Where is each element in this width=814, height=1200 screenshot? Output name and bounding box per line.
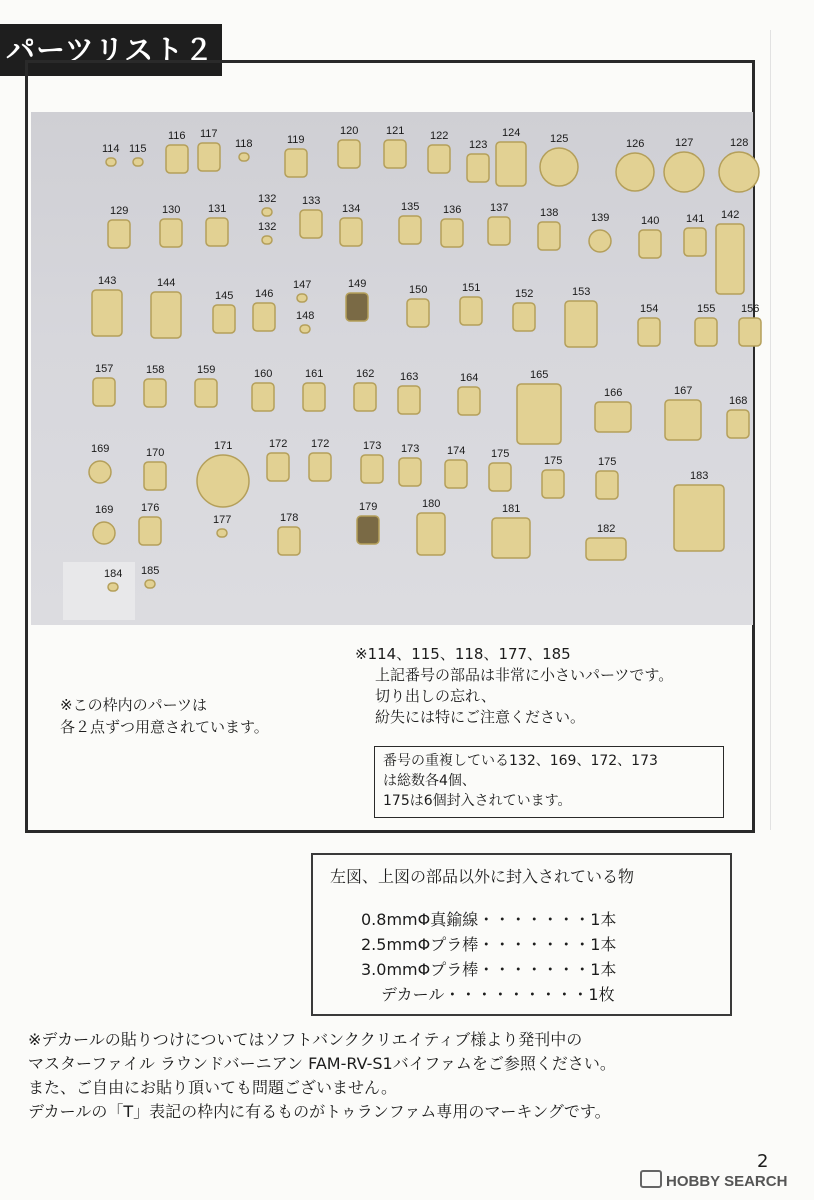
part-134 — [340, 218, 362, 246]
part-177 — [217, 529, 227, 537]
part-number-label: 126 — [626, 138, 645, 150]
part-number-label: 178 — [280, 512, 299, 524]
part-173 — [399, 458, 421, 486]
part-155 — [695, 318, 717, 346]
part-118 — [239, 153, 249, 161]
part-128 — [719, 152, 759, 192]
part-number-label: 119 — [287, 134, 305, 146]
part-169 — [93, 522, 115, 544]
part-number-label: 169 — [95, 504, 114, 516]
part-161 — [303, 383, 325, 411]
part-132 — [262, 208, 272, 216]
item-qty: 1本 — [590, 960, 617, 979]
part-number-label: 138 — [540, 207, 559, 219]
part-146 — [253, 303, 275, 331]
small-note-line1: ※この枠内のパーツは — [60, 696, 207, 714]
part-number-label: 155 — [697, 303, 716, 315]
part-number-label: 157 — [95, 363, 114, 375]
part-number-label: 124 — [502, 127, 521, 139]
duplicate-numbers-box — [374, 746, 724, 818]
part-185 — [145, 580, 155, 588]
part-number-label: 120 — [340, 125, 359, 137]
part-number-label: 132 — [258, 193, 277, 205]
part-175 — [542, 470, 564, 498]
part-159 — [195, 379, 217, 407]
part-162 — [354, 383, 376, 411]
included-item — [361, 957, 681, 980]
item-dots: ・・・・・・・ — [478, 935, 591, 954]
included-item — [381, 982, 701, 1005]
item-qty: 1本 — [590, 935, 617, 954]
part-number-label: 180 — [422, 498, 441, 510]
watermark — [640, 1170, 787, 1190]
part-number-label: 144 — [157, 277, 176, 289]
part-number-label: 166 — [604, 387, 623, 399]
tiny-parts-note — [355, 644, 673, 728]
part-number-label: 158 — [146, 364, 165, 376]
item-name: 2.5mmΦプラ棒 — [361, 935, 479, 954]
part-149 — [346, 293, 368, 321]
item-qty: 1枚 — [588, 985, 615, 1004]
part-number-label: 148 — [296, 310, 315, 322]
page-title: パーツリスト２ — [0, 24, 222, 76]
part-number-label: 170 — [146, 447, 165, 459]
part-126 — [616, 153, 654, 191]
part-143 — [92, 290, 122, 336]
part-176 — [139, 517, 161, 545]
part-number-label: 172 — [269, 438, 288, 450]
part-138 — [538, 222, 560, 250]
duplicate-line2: は総数各4個、 — [383, 773, 476, 789]
part-number-label: 130 — [162, 204, 181, 216]
part-number-label: 147 — [293, 279, 312, 291]
part-number-label: 181 — [502, 503, 521, 515]
part-121 — [384, 140, 406, 168]
part-number-label: 173 — [401, 443, 420, 455]
part-173 — [361, 455, 383, 483]
parts-photo-svg — [31, 112, 760, 625]
part-182 — [586, 538, 626, 560]
part-number-label: 175 — [491, 448, 510, 460]
part-160 — [252, 383, 274, 411]
part-157 — [93, 378, 115, 406]
parts-layer — [89, 140, 761, 591]
part-number-label: 136 — [443, 204, 462, 216]
part-144 — [151, 292, 181, 338]
part-number-label: 139 — [591, 212, 610, 224]
part-number-label: 116 — [168, 130, 186, 142]
part-172 — [309, 453, 331, 481]
part-number-label: 132 — [258, 221, 277, 233]
part-number-label: 135 — [401, 201, 420, 213]
part-178 — [278, 527, 300, 555]
part-167 — [665, 400, 701, 440]
part-131 — [206, 218, 228, 246]
part-158 — [144, 379, 166, 407]
part-123 — [467, 154, 489, 182]
part-156 — [739, 318, 761, 346]
part-137 — [488, 217, 510, 245]
included-item — [361, 932, 681, 955]
part-number-label: 156 — [741, 303, 760, 315]
part-150 — [407, 299, 429, 327]
part-number-label: 154 — [640, 303, 659, 315]
parts-photo — [31, 112, 760, 625]
tiny-parts-note-line3: 切り出しの忘れ、 — [375, 687, 496, 705]
part-number-label: 150 — [409, 284, 428, 296]
part-number-label: 137 — [490, 202, 509, 214]
decal-note-line3: また、ご自由にお貼り頂いても問題ございません。 — [28, 1078, 397, 1097]
part-number-label: 117 — [200, 128, 218, 140]
tiny-parts-note-line2: 上記番号の部品は非常に小さいパーツです。 — [375, 666, 674, 684]
duplicate-line3: 175は6個封入されています。 — [383, 793, 572, 809]
part-133 — [300, 210, 322, 238]
part-number-label: 145 — [215, 290, 234, 302]
part-181 — [492, 518, 530, 558]
part-number-label: 153 — [572, 286, 591, 298]
part-number-label: 151 — [462, 282, 481, 294]
part-number-label: 175 — [598, 456, 617, 468]
part-number-label: 122 — [430, 130, 449, 142]
labels-layer — [91, 125, 759, 580]
part-179 — [357, 516, 379, 544]
included-items-title: 左図、上図の部品以外に封入されている物 — [330, 867, 635, 886]
part-168 — [727, 410, 749, 438]
background-bleed — [770, 30, 811, 830]
part-number-label: 142 — [721, 209, 740, 221]
part-166 — [595, 402, 631, 432]
decal-note-line1: ※デカールの貼りつけについてはソフトバンククリエイティブ様より発刊中の — [28, 1030, 583, 1049]
small-note-line2: 各２点ずつ用意されています。 — [60, 718, 269, 736]
part-119 — [285, 149, 307, 177]
part-114 — [106, 158, 116, 166]
part-175 — [489, 463, 511, 491]
small-parts-inset — [63, 562, 135, 620]
part-116 — [166, 145, 188, 173]
watermark-text: HOBBY SEARCH — [666, 1173, 788, 1190]
part-135 — [399, 216, 421, 244]
part-number-label: 185 — [141, 565, 160, 577]
part-number-label: 133 — [302, 195, 321, 207]
included-item — [361, 907, 681, 930]
part-175 — [596, 471, 618, 499]
part-169 — [89, 461, 111, 483]
part-171 — [197, 455, 249, 507]
part-number-label: 184 — [104, 568, 123, 580]
part-number-label: 172 — [311, 438, 330, 450]
decal-note-line4: デカールの「T」表記の枠内に有るものがトゥランファム専用のマーキングです。 — [28, 1102, 611, 1121]
decal-notes — [28, 1028, 808, 1124]
part-number-label: 171 — [214, 440, 233, 452]
item-name: 3.0mmΦプラ棒 — [361, 960, 479, 979]
part-number-label: 176 — [141, 502, 160, 514]
part-number-label: 159 — [197, 364, 216, 376]
part-number-label: 182 — [597, 523, 616, 535]
part-184 — [108, 583, 118, 591]
watermark-logo-icon — [640, 1170, 662, 1188]
part-130 — [160, 219, 182, 247]
part-115 — [133, 158, 143, 166]
part-142 — [716, 224, 744, 294]
part-number-label: 128 — [730, 137, 749, 149]
item-dots: ・・・・・・・・・ — [444, 985, 589, 1004]
item-name: デカール — [381, 985, 445, 1004]
part-number-label: 146 — [255, 288, 274, 300]
part-number-label: 163 — [400, 371, 419, 383]
part-number-label: 169 — [91, 443, 110, 455]
part-174 — [445, 460, 467, 488]
part-number-label: 118 — [235, 138, 253, 150]
part-number-label: 149 — [348, 278, 367, 290]
part-number-label: 179 — [359, 501, 378, 513]
part-number-label: 160 — [254, 368, 273, 380]
part-number-label: 123 — [469, 139, 488, 151]
part-154 — [638, 318, 660, 346]
part-number-label: 152 — [515, 288, 534, 300]
part-151 — [460, 297, 482, 325]
item-qty: 1本 — [590, 910, 617, 929]
part-number-label: 127 — [675, 137, 694, 149]
part-number-label: 161 — [305, 368, 324, 380]
part-165 — [517, 384, 561, 444]
part-136 — [441, 219, 463, 247]
part-number-label: 175 — [544, 455, 563, 467]
part-number-label: 143 — [98, 275, 117, 287]
part-122 — [428, 145, 450, 173]
part-129 — [108, 220, 130, 248]
part-number-label: 162 — [356, 368, 375, 380]
part-163 — [398, 386, 420, 414]
part-number-label: 129 — [110, 205, 129, 217]
part-127 — [664, 152, 704, 192]
part-number-label: 134 — [342, 203, 361, 215]
part-125 — [540, 148, 578, 186]
part-number-label: 141 — [686, 213, 705, 225]
part-number-label: 165 — [530, 369, 549, 381]
part-170 — [144, 462, 166, 490]
part-number-label: 125 — [550, 133, 569, 145]
part-number-label: 140 — [641, 215, 660, 227]
part-120 — [338, 140, 360, 168]
item-dots: ・・・・・・・ — [478, 960, 591, 979]
part-172 — [267, 453, 289, 481]
tiny-parts-note-line1: ※114、115、118、177、185 — [355, 645, 571, 663]
part-152 — [513, 303, 535, 331]
part-153 — [565, 301, 597, 347]
part-number-label: 183 — [690, 470, 709, 482]
part-number-label: 121 — [386, 125, 405, 137]
part-number-label: 115 — [129, 143, 147, 155]
item-name: 0.8mmΦ真鍮線 — [361, 910, 479, 929]
part-number-label: 164 — [460, 372, 479, 384]
decal-note-line2: マスターファイル ラウンドバーニアン FAM-RV-S1バイファムをご参照ください。 — [28, 1054, 616, 1073]
part-124 — [496, 142, 526, 186]
part-141 — [684, 228, 706, 256]
part-number-label: 174 — [447, 445, 466, 457]
included-items-box — [311, 853, 732, 1016]
part-139 — [589, 230, 611, 252]
part-number-label: 173 — [363, 440, 382, 452]
part-145 — [213, 305, 235, 333]
small-note — [60, 694, 269, 738]
part-number-label: 131 — [208, 203, 227, 215]
part-180 — [417, 513, 445, 555]
tiny-parts-note-line4: 紛失には特にご注意ください。 — [375, 708, 586, 726]
duplicate-line1: 番号の重複している132、169、172、173 — [383, 753, 658, 769]
part-147 — [297, 294, 307, 302]
part-148 — [300, 325, 310, 333]
part-number-label: 177 — [213, 514, 232, 526]
part-164 — [458, 387, 480, 415]
part-117 — [198, 143, 220, 171]
part-number-label: 114 — [102, 143, 120, 155]
part-183 — [674, 485, 724, 551]
part-number-label: 168 — [729, 395, 748, 407]
part-132 — [262, 236, 272, 244]
item-dots: ・・・・・・・ — [478, 910, 591, 929]
part-number-label: 167 — [674, 385, 693, 397]
part-140 — [639, 230, 661, 258]
page-number: 2 — [757, 1151, 769, 1172]
